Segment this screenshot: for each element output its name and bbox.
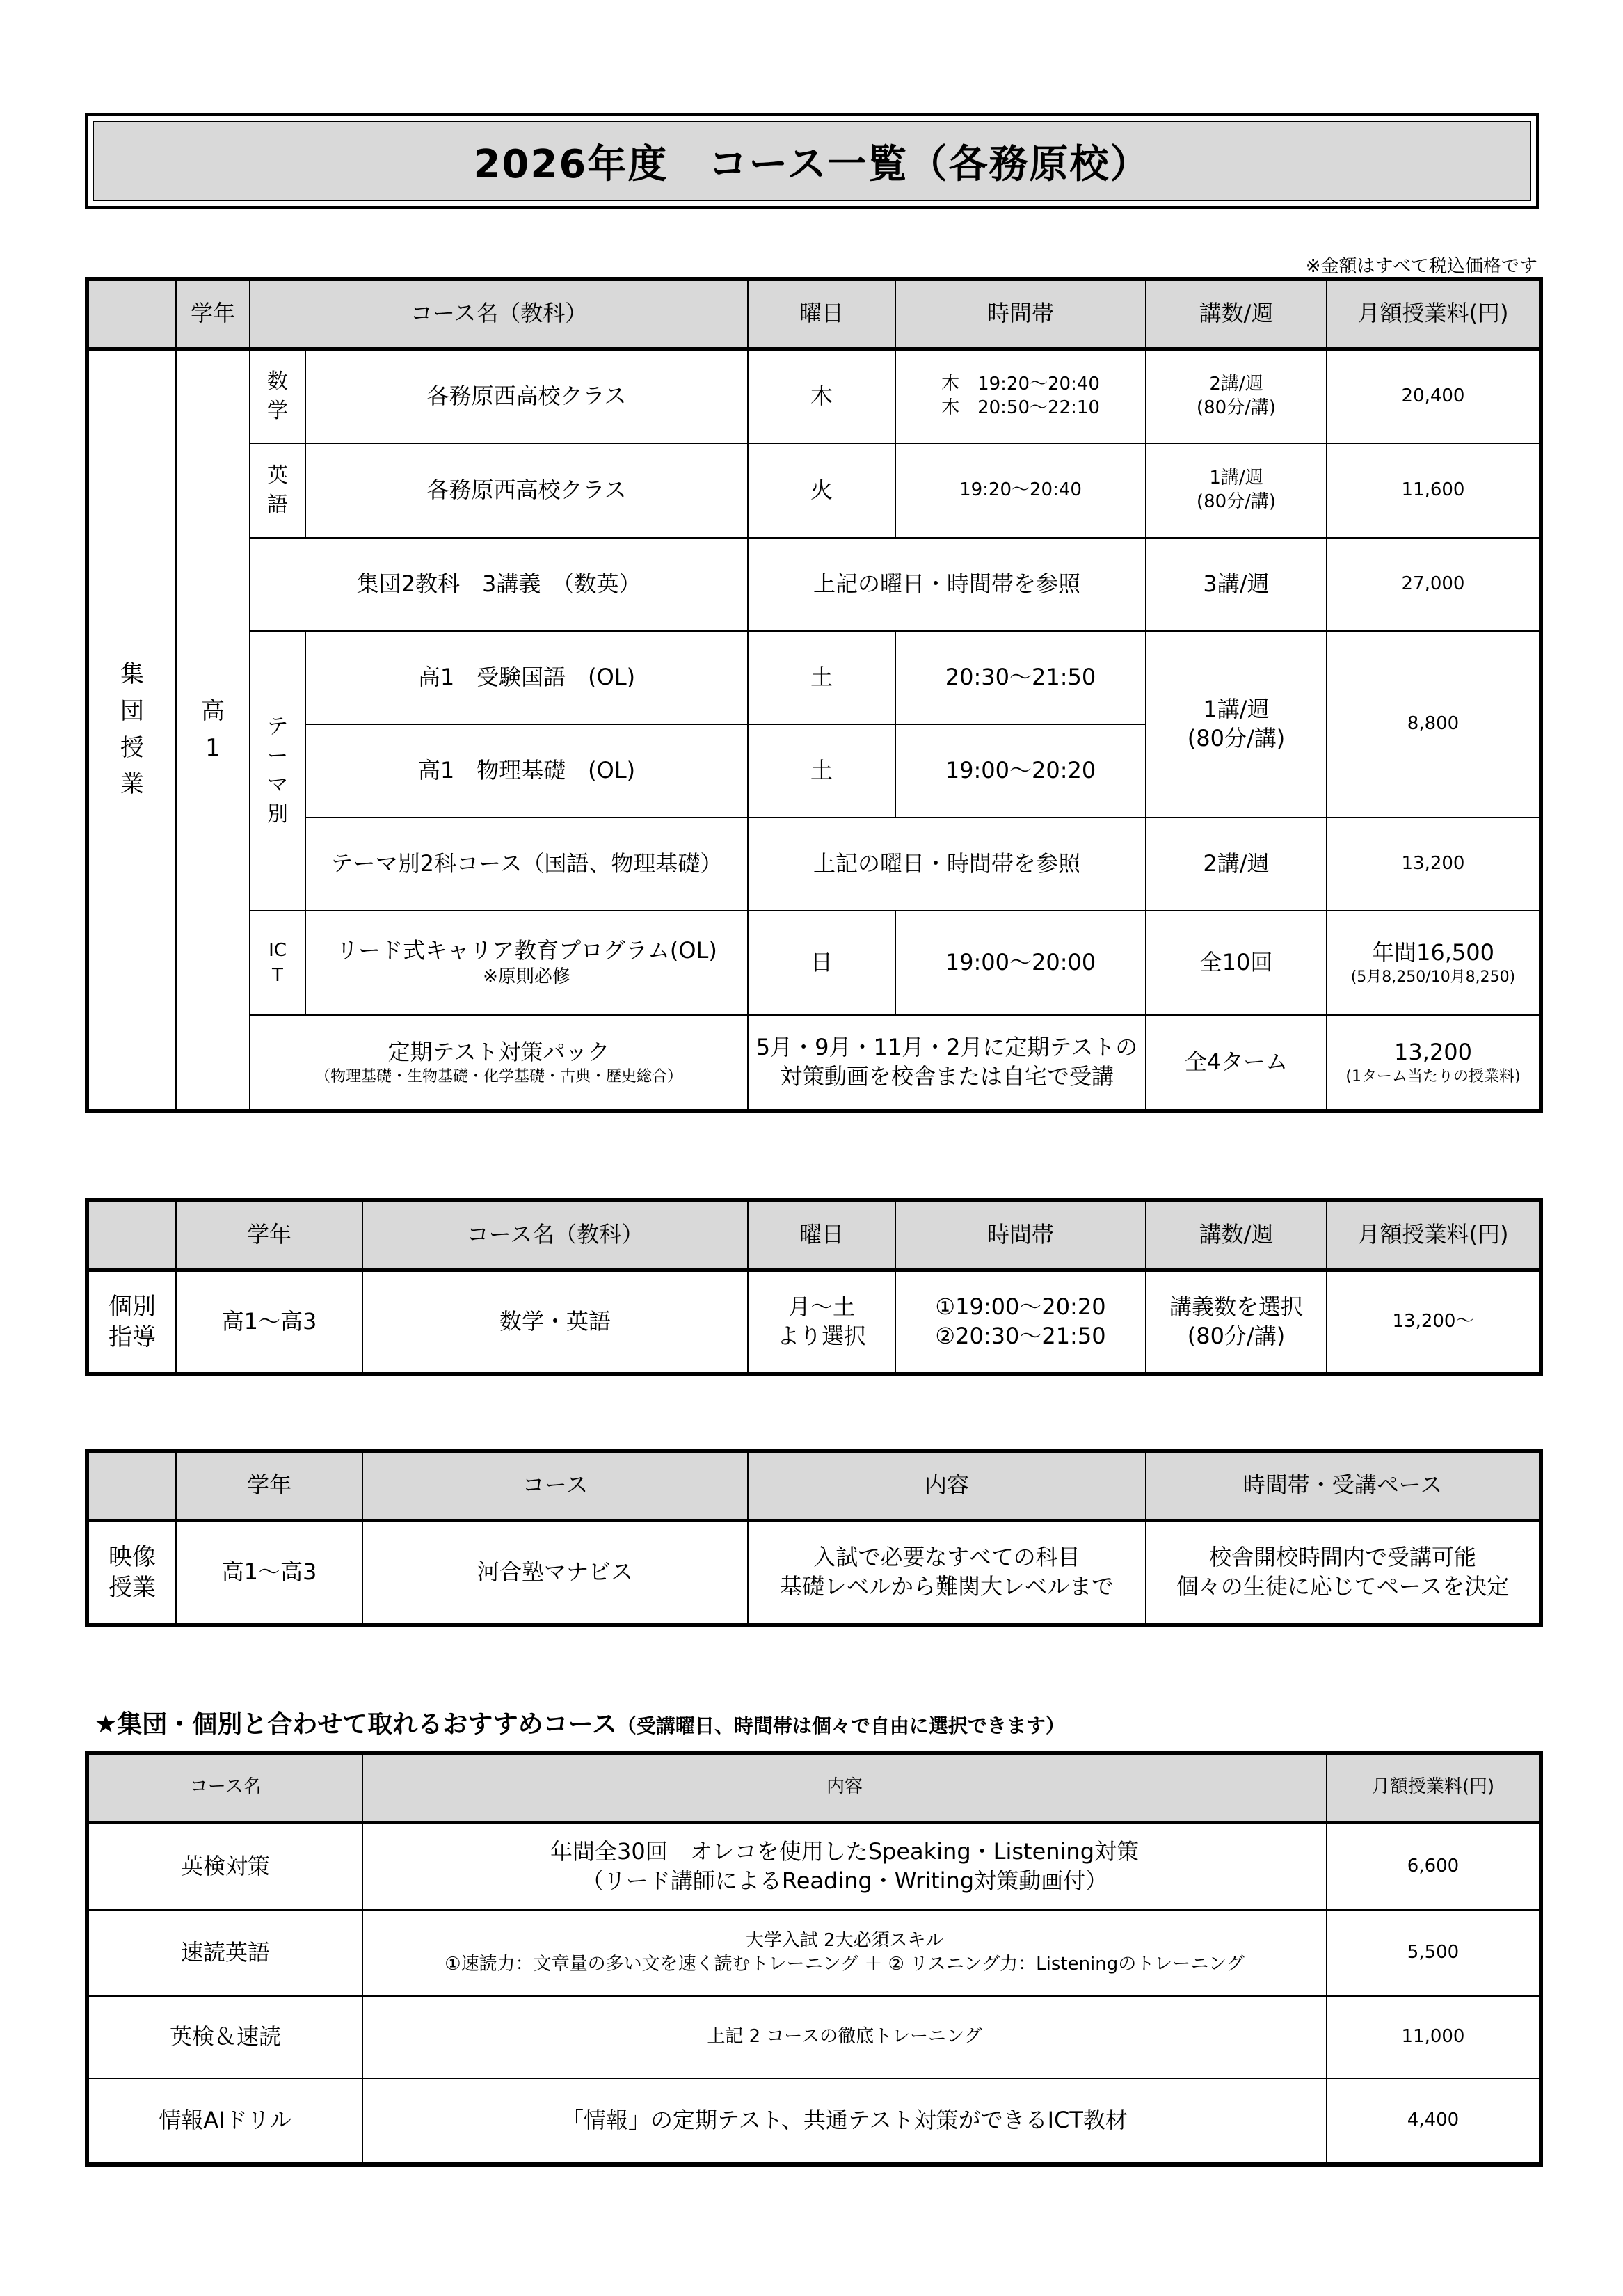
content-cell: 上記 2 コースの徹底トレーニング	[362, 1996, 1327, 2078]
category-label: 映像授業	[109, 1542, 156, 1602]
day-cell: 木	[748, 349, 895, 443]
count-line: 講義数を選択	[1169, 1293, 1303, 1321]
header-course: コース名（教科）	[362, 1200, 748, 1270]
content-cell	[362, 1822, 1327, 1910]
fee-cell: 5,500	[1327, 1910, 1541, 1996]
table-row	[87, 538, 1541, 631]
grade-label: 高1	[201, 697, 225, 762]
content-line: 入試で必要なすべての科目	[813, 1544, 1080, 1571]
grade-cell	[176, 349, 250, 1111]
course-line: 定期テスト対策パック	[387, 1038, 610, 1065]
ict-label: ICT	[269, 939, 287, 986]
fee-cell: 8,800	[1327, 631, 1541, 818]
fee-line: 13,200	[1394, 1038, 1472, 1065]
course-name: 高1 物理基礎 (OL)	[305, 724, 748, 818]
table-header-row	[87, 1451, 1541, 1520]
header-grade: 学年	[176, 1451, 362, 1520]
table-row	[87, 1822, 1541, 1910]
time-line: 木 19:20～20:40	[941, 373, 1100, 394]
time-cell: 19:20～20:40	[895, 443, 1146, 538]
recommend-title-main: ★集団・個別と合わせて取れるおすすめコース	[95, 1710, 617, 1739]
table-row	[87, 1996, 1541, 2078]
time-cell	[895, 1270, 1146, 1374]
course-name: 高1 受験国語 (OL)	[305, 631, 748, 724]
recommend-subtitle: （受講曜日、時間帯は個々で自由に選択できます）	[616, 1714, 1065, 1737]
header-blank	[87, 1200, 176, 1270]
subject-label: 数学	[267, 369, 288, 423]
course-name: 数学・英語	[362, 1270, 748, 1374]
fee-cell: 6,600	[1327, 1822, 1541, 1910]
course-name: 各務原西高校クラス	[305, 349, 748, 443]
table-row	[87, 818, 1541, 911]
individual-course-table	[85, 1198, 1543, 1376]
content-line: 基礎レベルから難関大レベルまで	[779, 1572, 1114, 1600]
category-label: 集団授業	[120, 660, 144, 799]
title-box	[85, 113, 1539, 209]
header-time: 時間帯	[895, 279, 1146, 349]
video-course-table	[85, 1449, 1543, 1627]
table-row	[87, 443, 1541, 538]
count-line: 2講/週	[1209, 373, 1263, 394]
header-count: 講数/週	[1146, 279, 1327, 349]
course-name	[305, 911, 748, 1015]
day-cell: 火	[748, 443, 895, 538]
time-line: ②20:30～21:50	[935, 1322, 1106, 1349]
time-line: ①19:00～20:20	[935, 1293, 1106, 1321]
day-line: より選択	[776, 1322, 866, 1349]
count-cell	[1146, 349, 1327, 443]
pace-line: 個々の生徒に応じてペースを決定	[1176, 1572, 1510, 1600]
count-line: 1講/週	[1209, 468, 1263, 489]
header-blank	[87, 1451, 176, 1520]
count-cell: 全4ターム	[1146, 1015, 1327, 1111]
course-name: 河合塾マナビス	[362, 1520, 748, 1625]
subject-label: 英語	[267, 463, 288, 517]
course-name: 情報AIドリル	[87, 2078, 362, 2165]
course-name	[250, 1015, 748, 1111]
course-line: リード式キャリア教育プログラム(OL)	[336, 937, 717, 964]
table-row	[87, 1520, 1541, 1625]
time-cell: 19:00～20:20	[895, 724, 1146, 818]
fee-cell	[1327, 911, 1541, 1015]
table-header-row	[87, 279, 1541, 349]
fee-cell: 13,200	[1327, 818, 1541, 911]
table-row	[87, 1015, 1541, 1111]
fee-cell: 11,000	[1327, 1996, 1541, 2078]
fee-line: 年間16,500	[1372, 939, 1494, 966]
header-fee: 月額授業料(円)	[1327, 1753, 1541, 1822]
desc-line: 5月・9月・11月・2月に定期テストの	[755, 1034, 1138, 1061]
count-cell	[1146, 1270, 1327, 1374]
content-line: 年間全30回 オレコを使用したSpeaking・Listening対策	[550, 1838, 1140, 1865]
table-row	[87, 2078, 1541, 2165]
fee-cell	[1327, 1015, 1541, 1111]
day-cell: 日	[748, 911, 895, 1015]
header-grade: 学年	[176, 279, 250, 349]
table-row	[87, 1910, 1541, 1996]
count-line: (80分/講)	[1196, 491, 1277, 512]
pace-line: 校舎開校時間内で受講可能	[1208, 1544, 1476, 1571]
subject-math	[250, 349, 305, 443]
header-time: 時間帯	[895, 1200, 1146, 1270]
header-pace: 時間帯・受講ペース	[1146, 1451, 1541, 1520]
course-name: 速読英語	[87, 1910, 362, 1996]
category-label: 個別指導	[109, 1292, 156, 1351]
fee-cell: 20,400	[1327, 349, 1541, 443]
day-cell: 土	[748, 631, 895, 724]
count-cell	[1146, 443, 1327, 538]
day-cell	[748, 1270, 895, 1374]
time-line: 木 20:50～22:10	[941, 397, 1100, 418]
count-cell: 2講/週	[1146, 818, 1327, 911]
course-name: テーマ別2科コース（国語、物理基礎）	[305, 818, 748, 911]
time-cell	[895, 349, 1146, 443]
time-cell: 19:00～20:00	[895, 911, 1146, 1015]
fee-note: (1ターム当たりの授業料)	[1345, 1067, 1521, 1085]
recommend-course-table	[85, 1751, 1543, 2167]
count-cell	[1146, 631, 1327, 818]
fee-cell: 13,200～	[1327, 1270, 1541, 1374]
day-line: 月～土	[787, 1293, 855, 1321]
content-line: 大学入試 2大必須スキル	[745, 1930, 944, 1952]
content-cell: 「情報」の定期テスト、共通テスト対策ができるICT教材	[362, 2078, 1327, 2165]
pace-cell	[1146, 1520, 1541, 1625]
header-blank	[87, 279, 176, 349]
content-line: ①速読力：文章量の多い文を速く読むトレーニング ＋ ② リスニング力：Listeningのトレーニング	[445, 1954, 1245, 1975]
count-cell: 3講/週	[1146, 538, 1327, 631]
ict-label-cell	[250, 911, 305, 1015]
header-content: 内容	[748, 1451, 1146, 1520]
header-fee: 月額授業料(円)	[1327, 279, 1541, 349]
content-line: （リード講師によるReading・Writing対策動画付）	[581, 1867, 1108, 1894]
fee-cell: 11,600	[1327, 443, 1541, 538]
daytime-cell: 上記の曜日・時間帯を参照	[748, 818, 1146, 911]
group-course-table	[85, 277, 1543, 1113]
count-line: (80分/講)	[1187, 1322, 1286, 1349]
tax-note: ※金額はすべて税込価格です	[1305, 256, 1537, 277]
table-row	[87, 349, 1541, 443]
desc-line: 対策動画を校舎または自宅で受講	[779, 1063, 1114, 1090]
daytime-cell: 上記の曜日・時間帯を参照	[748, 538, 1146, 631]
course-note: （物理基礎・生物基礎・化学基礎・古典・歴史総合）	[314, 1067, 682, 1085]
table-row	[87, 1270, 1541, 1374]
header-count: 講数/週	[1146, 1200, 1327, 1270]
fee-cell: 27,000	[1327, 538, 1541, 631]
fee-note: (5月8,250/10月8,250)	[1350, 968, 1516, 986]
table-row	[87, 911, 1541, 1015]
course-name: 英検＆速読	[87, 1996, 362, 2078]
category-group	[87, 349, 176, 1111]
theme-label: テーマ別	[267, 715, 288, 827]
header-grade: 学年	[176, 1200, 362, 1270]
table-header-row	[87, 1200, 1541, 1270]
header-day: 曜日	[748, 279, 895, 349]
category-video	[87, 1520, 176, 1625]
fee-cell: 4,400	[1327, 2078, 1541, 2165]
course-name: 英検対策	[87, 1822, 362, 1910]
header-day: 曜日	[748, 1200, 895, 1270]
table-row	[87, 631, 1541, 724]
recommend-title	[95, 1705, 1065, 1740]
header-content: 内容	[362, 1753, 1327, 1822]
content-cell	[748, 1520, 1146, 1625]
count-line: (80分/講)	[1187, 725, 1286, 751]
time-cell: 20:30～21:50	[895, 631, 1146, 724]
grade-cell: 高1～高3	[176, 1270, 362, 1374]
header-fee: 月額授業料(円)	[1327, 1200, 1541, 1270]
course-note: ※原則必修	[483, 966, 570, 987]
course-name: 集団2教科 3講義 （数英）	[250, 538, 748, 631]
course-name: 各務原西高校クラス	[305, 443, 748, 538]
subject-english	[250, 443, 305, 538]
header-course: コース名（教科）	[250, 279, 748, 349]
day-cell: 土	[748, 724, 895, 818]
content-cell	[362, 1910, 1327, 1996]
table-header-row	[87, 1753, 1541, 1822]
desc-cell	[748, 1015, 1146, 1111]
theme-label-cell	[250, 631, 305, 911]
header-course: コース名	[87, 1753, 362, 1822]
header-course: コース	[362, 1451, 748, 1520]
category-individual	[87, 1270, 176, 1374]
count-line: 1講/週	[1203, 696, 1270, 723]
count-cell: 全10回	[1146, 911, 1327, 1015]
page-title: 2026年度 コース一覧（各務原校）	[93, 121, 1531, 201]
grade-cell: 高1～高3	[176, 1520, 362, 1625]
count-line: (80分/講)	[1196, 397, 1277, 418]
